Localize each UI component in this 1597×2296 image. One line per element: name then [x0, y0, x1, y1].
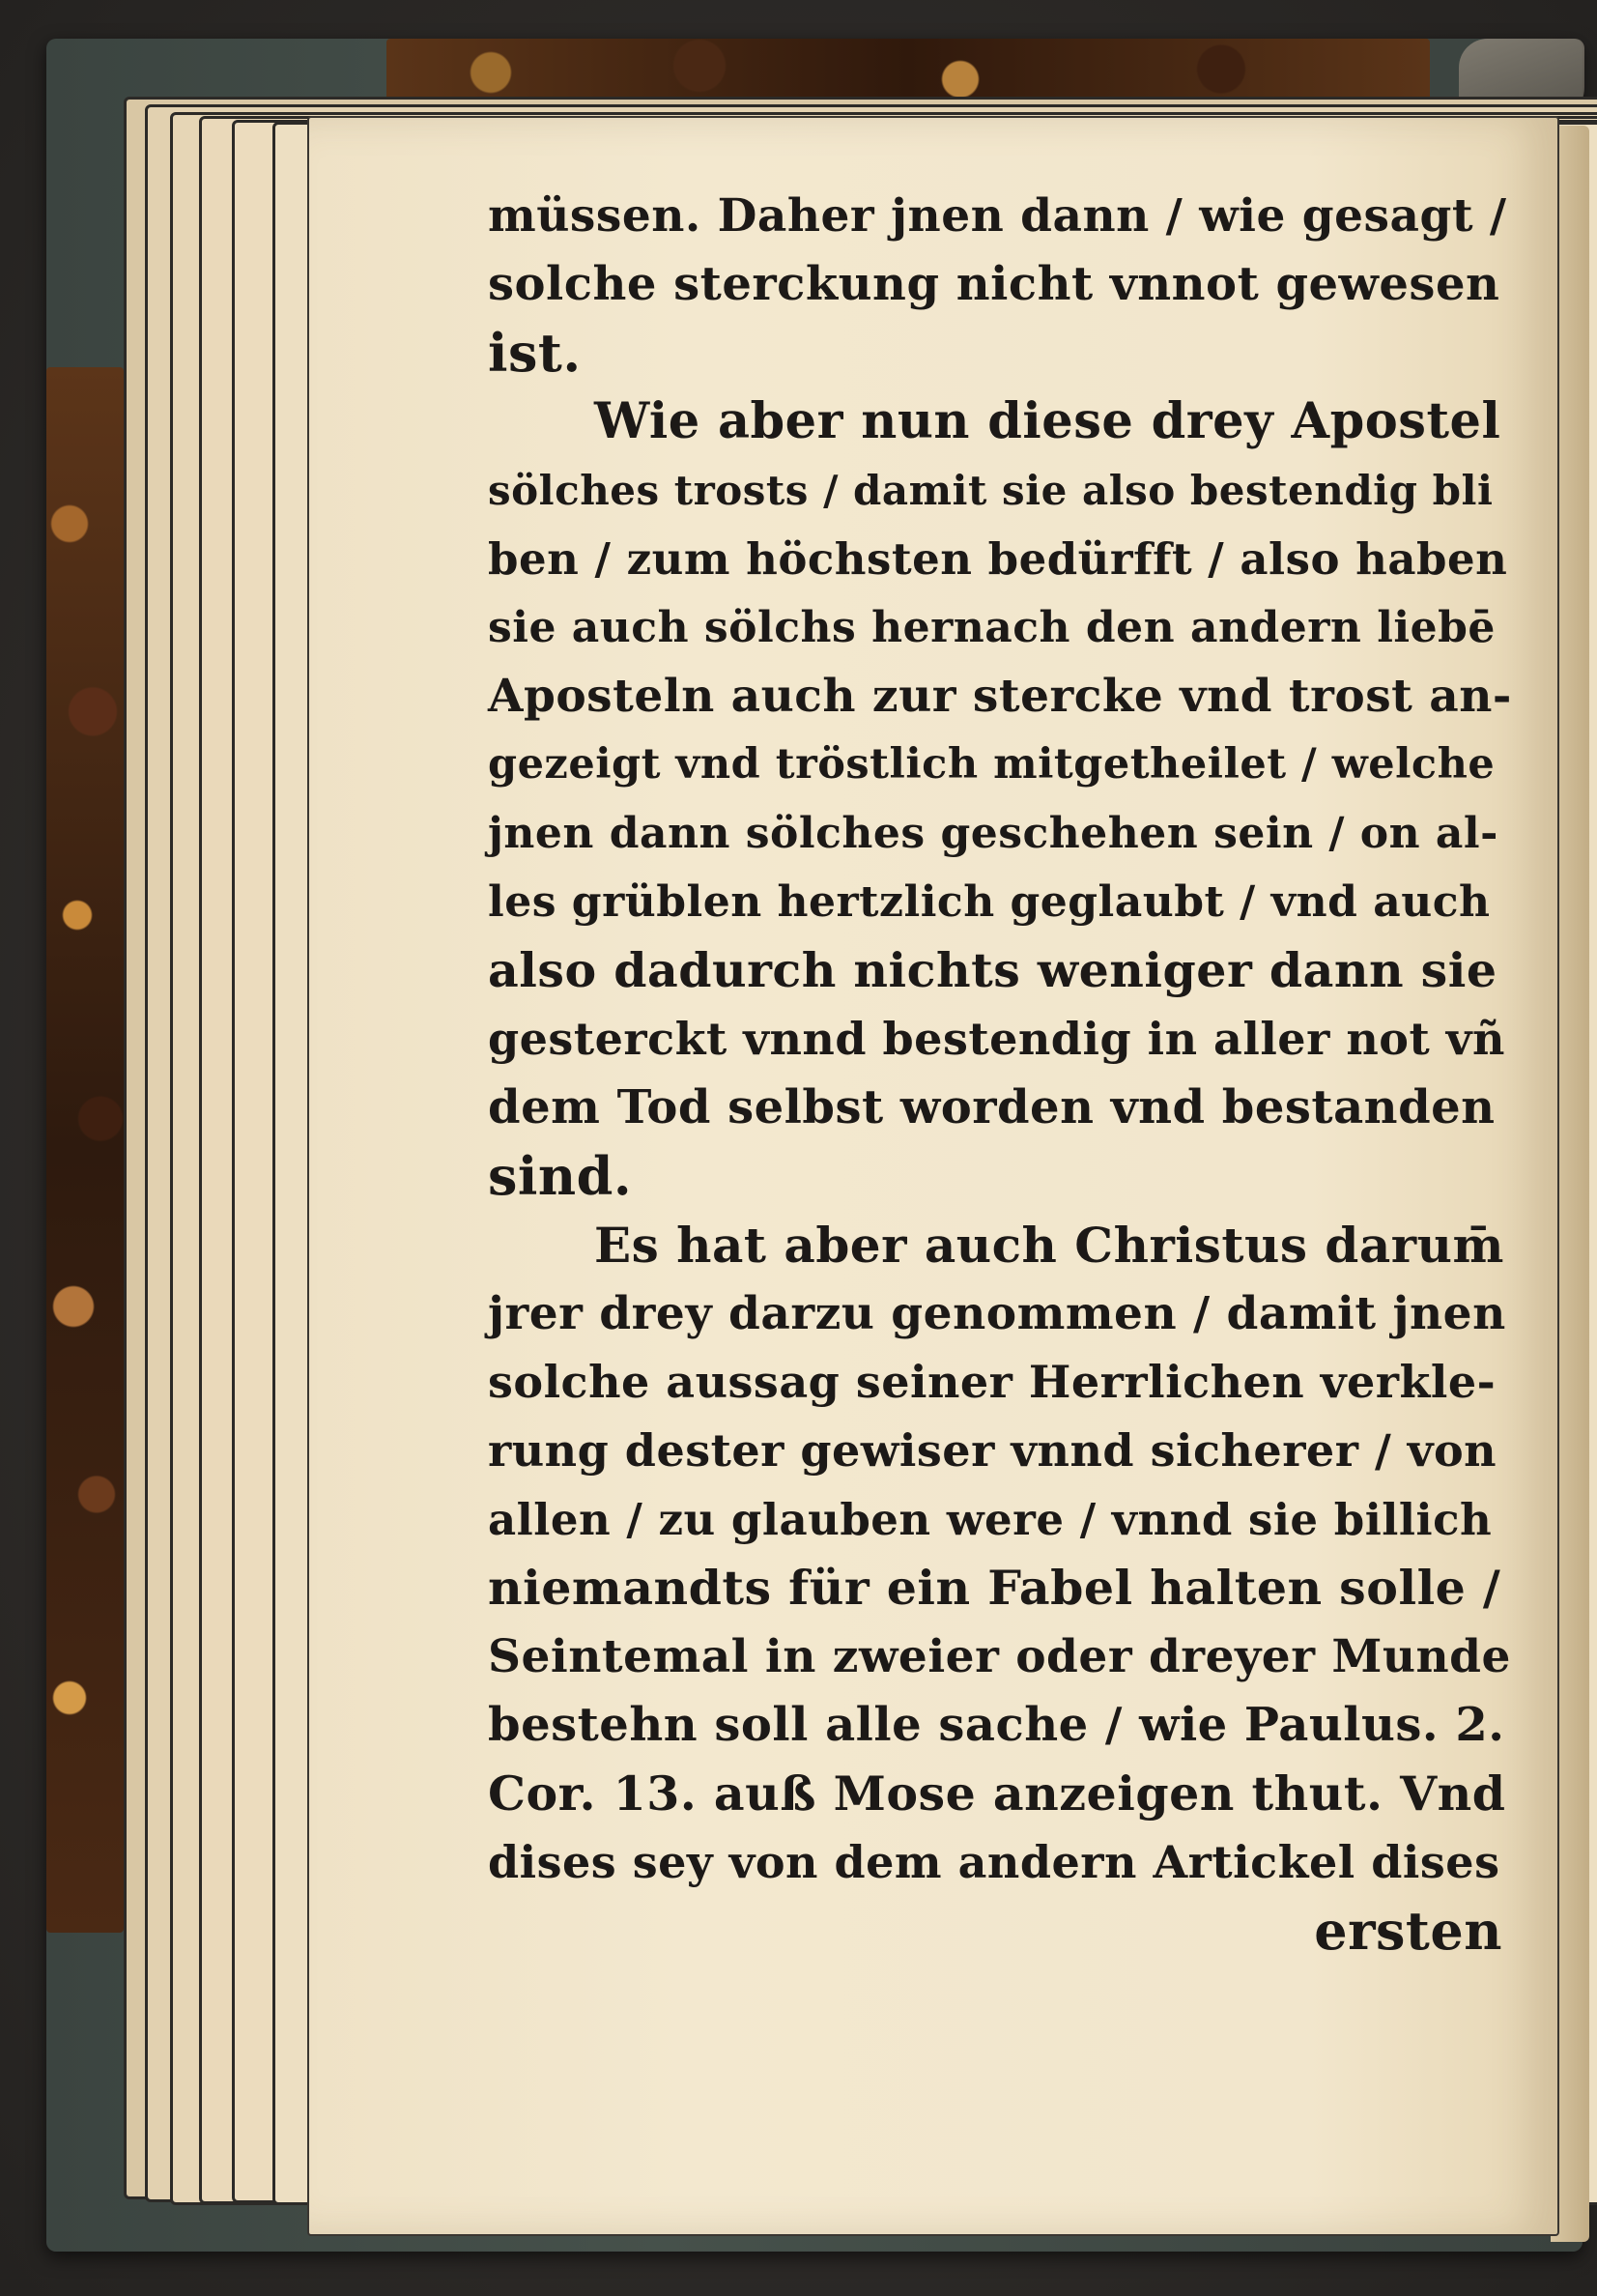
text-line: solche aussag seiner Herrlichen verkle- — [488, 1356, 1497, 1408]
text-line: Es hat aber auch Christus darum̄ — [594, 1217, 1504, 1274]
page-text — [488, 182, 1512, 1966]
text-line: niemandts für ein Fabel halten solle / — [488, 1560, 1501, 1616]
text-line: also dadurch nichts weniger dann sie — [488, 942, 1497, 998]
text-line: gesterckt vnnd bestendig in aller not vñ — [488, 1013, 1505, 1065]
text-line: allen / zu glauben were / vnnd sie billich — [488, 1494, 1493, 1545]
catchword: ersten — [1314, 1900, 1502, 1962]
text-line: Cor. 13. auß Mose anzeigen thut. Vnd — [488, 1765, 1506, 1822]
text-line: Seintemal in zweier oder dreyer Munde — [488, 1630, 1511, 1683]
text-line: gezeigt vnd tröstlich mitgetheilet / welche — [488, 740, 1496, 789]
text-line: ben / zum höchsten bedürfft / also haben — [488, 533, 1508, 585]
text-line: Wie aber nun diese drey Apostel — [594, 392, 1501, 450]
text-line: dises sey von dem andern Artickel dises — [488, 1836, 1500, 1888]
text-line: sie auch sölchs hernach den andern liebē — [488, 603, 1496, 652]
text-line: les grüblen hertzlich geglaubt / vnd auch — [488, 877, 1491, 927]
marbled-cover-left — [46, 367, 124, 1933]
text-line: rung dester gewiser vnnd sicherer / von — [488, 1424, 1497, 1477]
text-line: müssen. Daher jnen dann / wie gesagt / — [488, 189, 1507, 243]
text-line: solche sterckung nicht vnnot gewesen — [488, 257, 1500, 311]
text-line: ist. — [488, 322, 582, 384]
text-line: Aposteln auch zur stercke vnd trost an- — [488, 670, 1512, 723]
text-line: dem Tod selbst worden vnd bestanden — [488, 1080, 1496, 1134]
text-line: sind. — [488, 1145, 633, 1207]
text-line: jrer drey darzu genommen / damit jnen — [488, 1287, 1506, 1340]
text-line: jnen dann sölches geschehen sein / on al- — [488, 809, 1498, 858]
text-line: sölches trosts / damit sie also bestendig bli — [488, 467, 1494, 514]
text-line: bestehn soll alle sache / wie Paulus. 2. — [488, 1698, 1505, 1752]
